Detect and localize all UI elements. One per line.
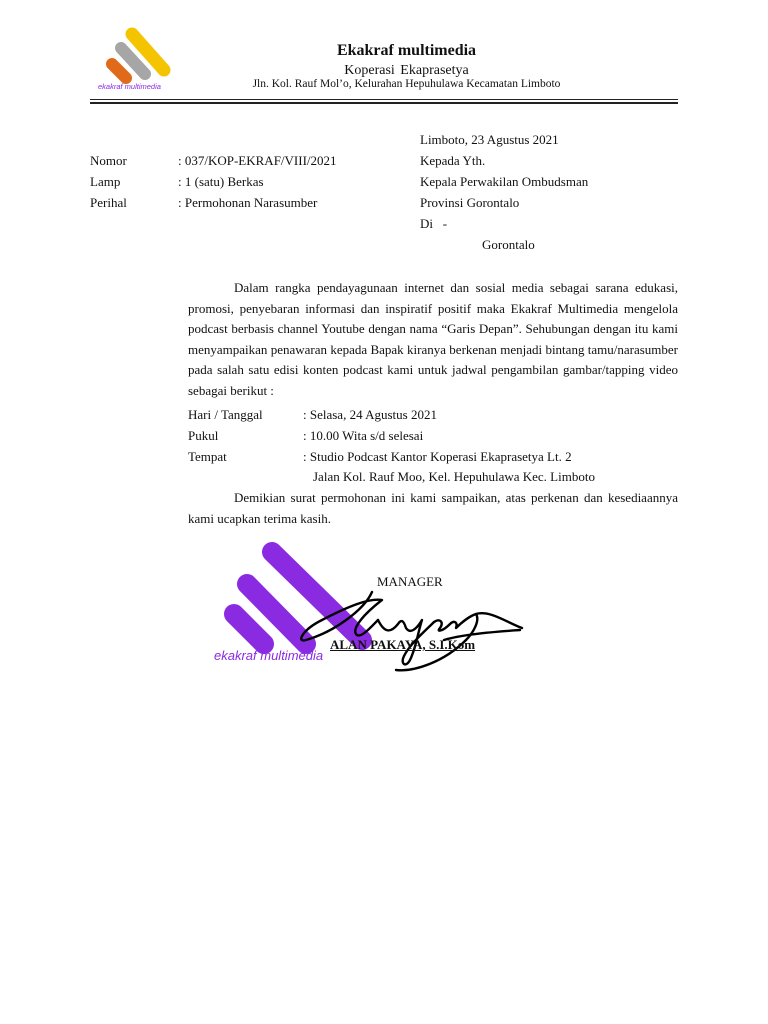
- handwritten-signature: [294, 570, 524, 675]
- schedule-time-label: Pukul: [188, 428, 219, 443]
- schedule-day-label: Hari / Tanggal: [188, 407, 263, 422]
- org-name: Ekakraf multimedia: [336, 42, 477, 59]
- schedule-place-label: Tempat: [188, 449, 227, 464]
- recipient-title: Kepala Perwakilan Ombudsman: [420, 174, 589, 189]
- body-paragraph: Dalam rangka pendayagunaan internet dan sosial media sebagai sarana edukasi, promosi, penyebaran informasi dan inspiratif positif maka Ekakraf Multimedia mengelola podcast berbasis channel Youtube dengan nama “Garis Depan”. Sehubungan dengan itu kami menyampaikan penawaran kepada Bapak kiranya berkenan menjadi bintang tamu/narasumber pada salah satu edisi konten podcast kami untuk jadwal pengambilan gambar/tapping video sebagai berikut :: [188, 280, 678, 398]
- signer-title: MANAGER: [377, 574, 443, 589]
- signer-name: ALAN PAKAYA, S.I.Kom: [330, 637, 476, 652]
- coop-name: Koperasi Ekaprasetya: [344, 63, 469, 78]
- org-address: Jln. Kol. Rauf Mol’o, Kelurahan Hepuhulawa Kecamatan Limboto: [252, 78, 561, 90]
- recipient-province: Provinsi Gorontalo: [420, 195, 520, 210]
- lamp-label: Lamp: [90, 174, 121, 189]
- recipient-greeting: Kepada Yth.: [420, 153, 486, 168]
- recipient-city: Gorontalo: [482, 237, 535, 252]
- nomor-label: Nomor: [90, 153, 127, 168]
- lamp-value: : 1 (satu) Berkas: [178, 174, 264, 189]
- letter-date: Limboto, 23 Agustus 2021: [420, 132, 559, 147]
- stamp-text: ekakraf multimedia: [214, 648, 324, 663]
- nomor-value: : 037/KOP-EKRAF/VIII/2021: [178, 153, 337, 168]
- schedule-day-value: : Selasa, 24 Agustus 2021: [303, 407, 437, 422]
- perihal-value: : Permohonan Narasumber: [178, 195, 318, 210]
- header-rule-thick: [90, 102, 678, 104]
- schedule-time-value: : 10.00 Wita s/d selesai: [303, 428, 424, 443]
- closing-paragraph: Demikian surat permohonan ini kami sampaikan, atas perkenan dan kesediaannya kami ucapkan terima kasih.: [188, 490, 678, 526]
- logo-text: ekakraf multimedia: [98, 82, 161, 91]
- recipient-di: Di -: [420, 216, 448, 231]
- header-rule-thin: [90, 99, 678, 100]
- schedule-place-address: Jalan Kol. Rauf Moo, Kel. Hepuhulawa Kec. Limboto: [313, 469, 595, 484]
- schedule-place-value: : Studio Podcast Kantor Koperasi Ekaprasetya Lt. 2: [303, 449, 572, 464]
- perihal-label: Perihal: [90, 195, 127, 210]
